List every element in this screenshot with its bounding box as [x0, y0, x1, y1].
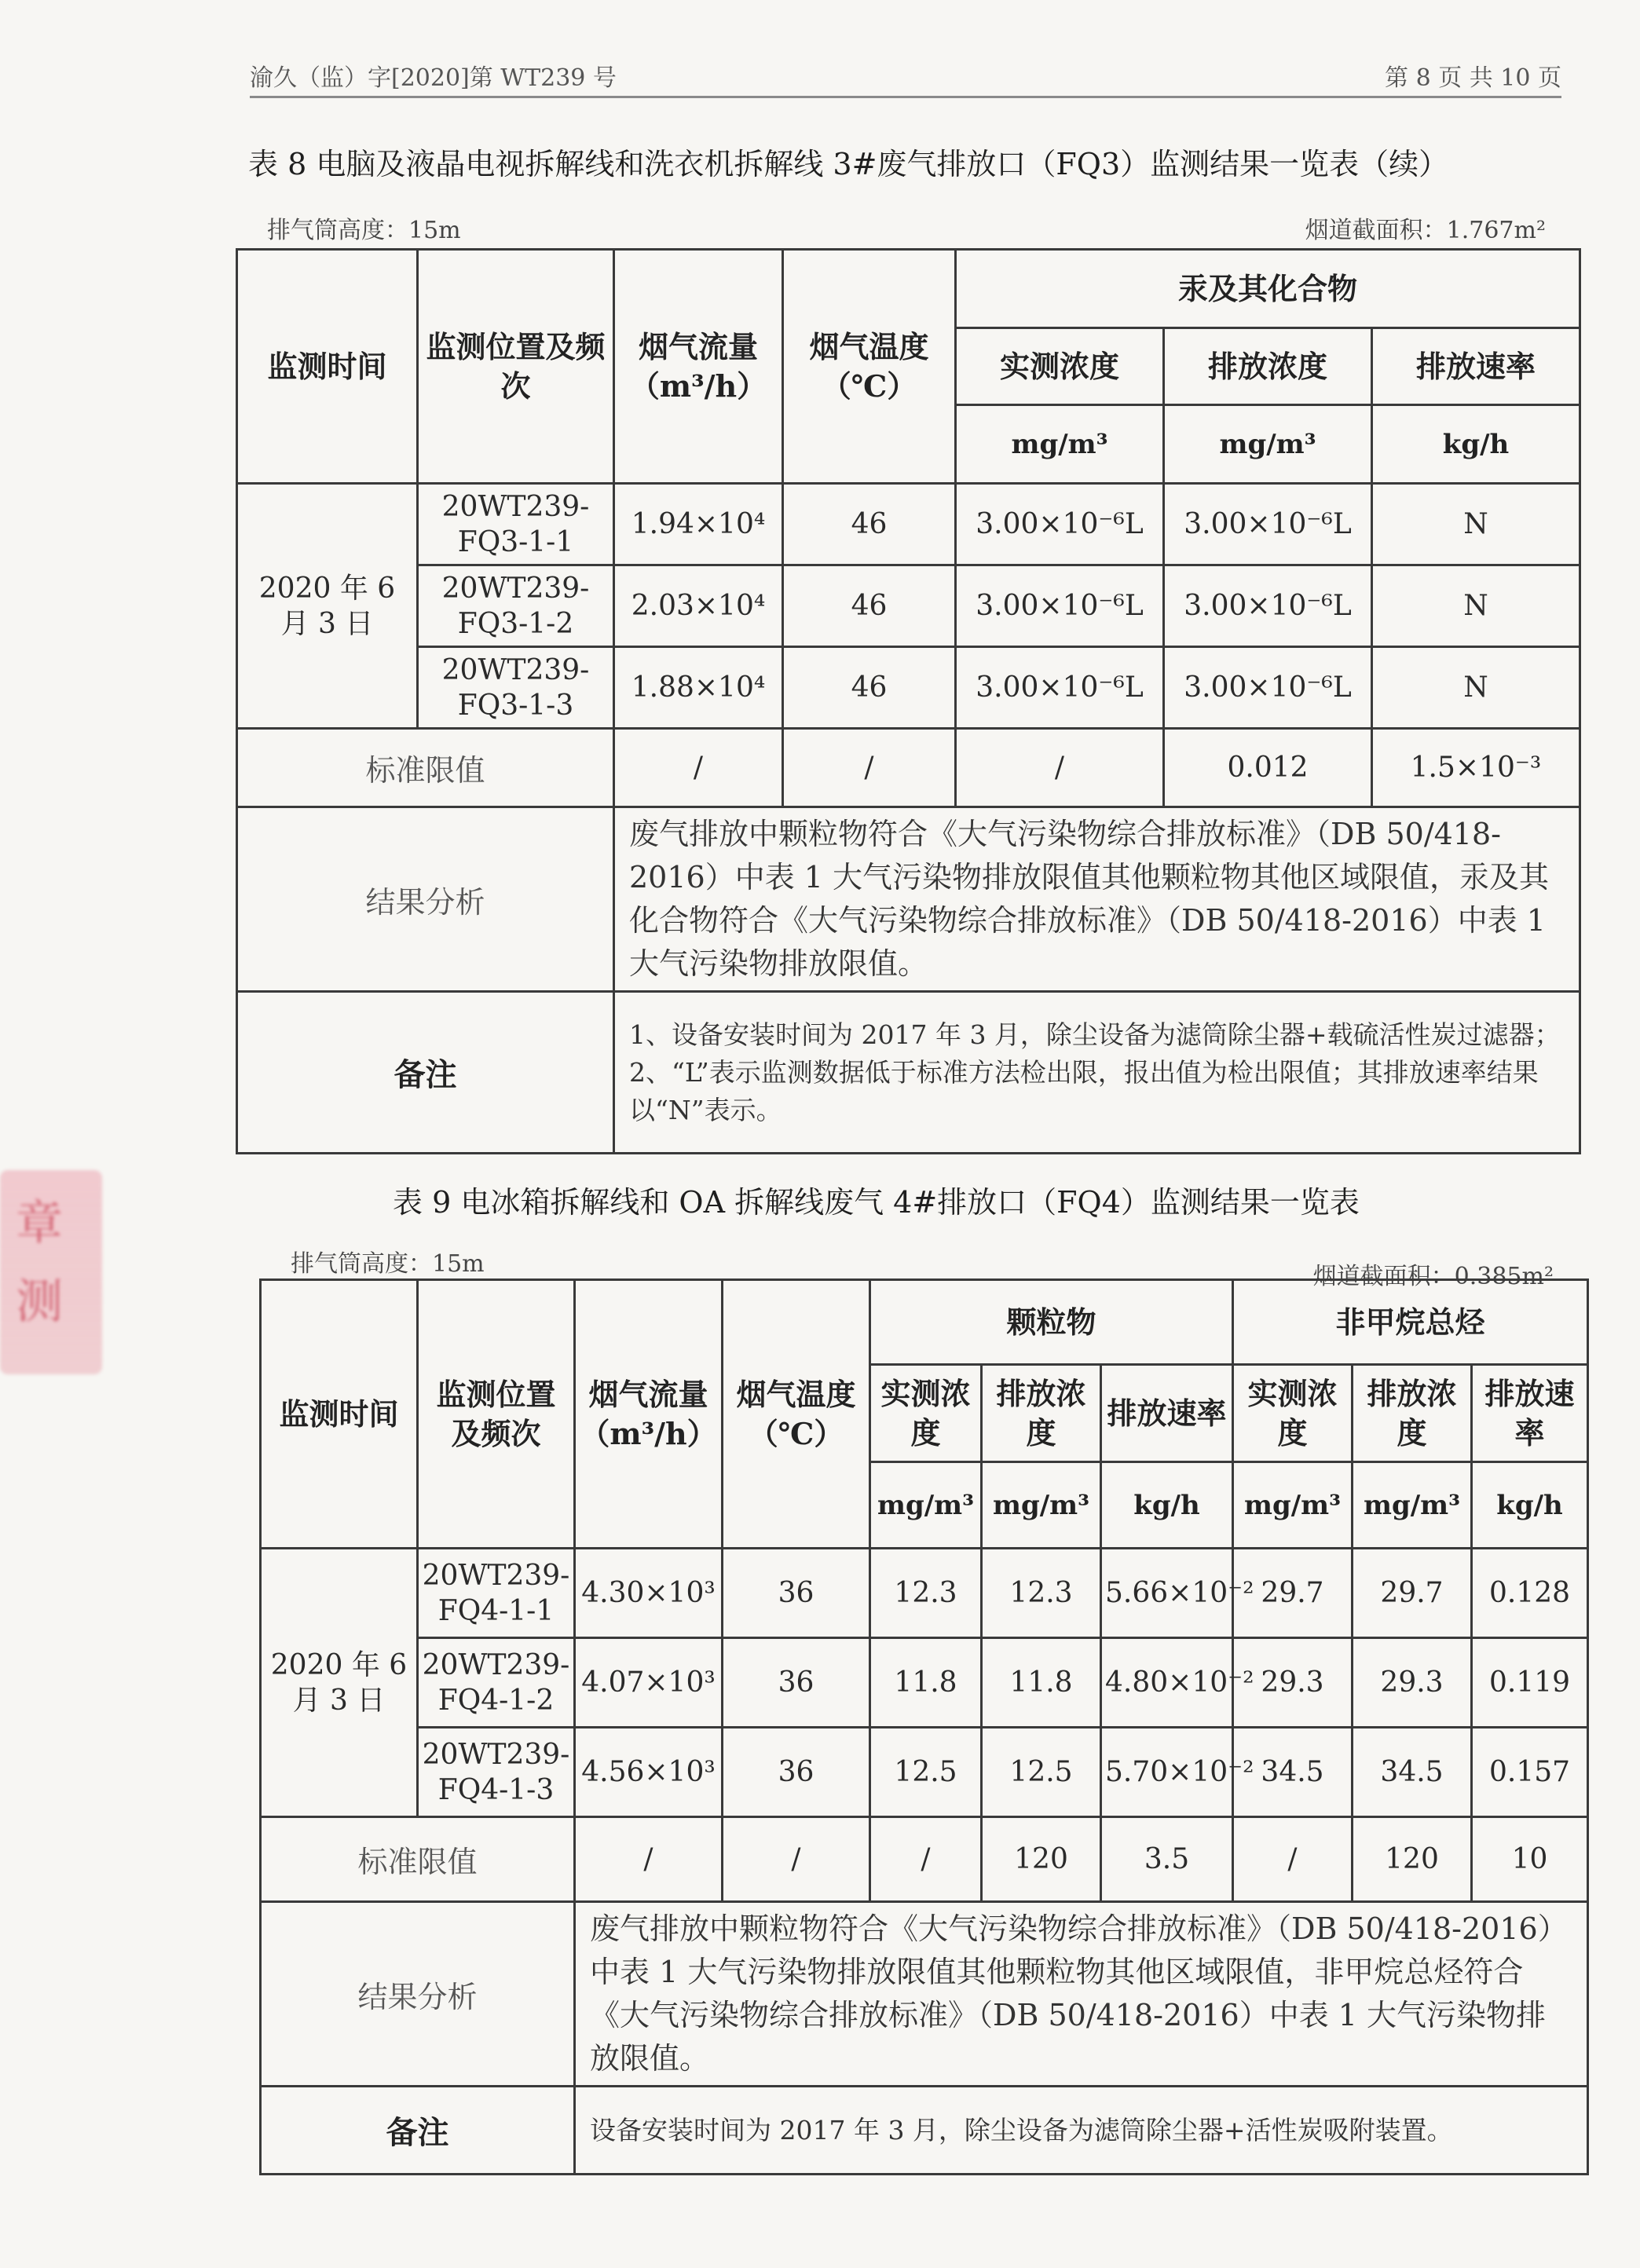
table8-row1-rate: N [1372, 484, 1580, 565]
table9-row3-location: 20WT239-FQ4-1-3 [418, 1728, 575, 1817]
table8-row1-emission: 3.00×10⁻⁶L [1164, 484, 1372, 565]
table9-row3-nm-emission: 34.5 [1353, 1728, 1472, 1817]
table9-row2-location: 20WT239-FQ4-1-2 [418, 1638, 575, 1728]
table9-header-time: 监测时间 [261, 1280, 418, 1549]
table9-limit-pm-measured: / [870, 1817, 982, 1902]
document-number: 渝久（监）字[2020]第 WT239 号 [250, 64, 617, 92]
table-row [261, 1638, 1588, 1728]
table9-pm-unit-measured: mg/m³ [870, 1462, 982, 1549]
table8-row2-measured: 3.00×10⁻⁶L [956, 565, 1164, 647]
table8-remark-2: 2、“L”表示监测数据低于标准方法检出限，报出值为检出限值；其排放速率结果以“N”表示。 [629, 1056, 1539, 1125]
table9-header-temp [723, 1280, 870, 1549]
table8-row1-measured: 3.00×10⁻⁶L [956, 484, 1164, 565]
table9-row3-pm-rate: 5.70×10⁻² [1101, 1728, 1233, 1817]
table9-nm-unit-emission: mg/m³ [1353, 1462, 1472, 1549]
table8-analysis-label: 结果分析 [237, 807, 614, 992]
table8-limit-emission: 0.012 [1164, 729, 1372, 807]
table8-row2-emission: 3.00×10⁻⁶L [1164, 565, 1372, 647]
table8-remark [614, 992, 1580, 1154]
table9-limit-nm-rate: 10 [1472, 1817, 1588, 1902]
table9-limit-nm-measured: / [1233, 1817, 1353, 1902]
table9-pm-unit-rate: kg/h [1101, 1462, 1233, 1549]
table8-row2-flow: 2.03×10⁴ [614, 565, 783, 647]
table9-limit-pm-emission: 120 [982, 1817, 1101, 1902]
table8-limit-flow: / [614, 729, 783, 807]
table8-row2-location: 20WT239-FQ3-1-2 [418, 565, 614, 647]
stamp-char-2: 测 [16, 1275, 63, 1330]
table9-remark-label: 备注 [261, 2087, 575, 2175]
table9-row3-nm-measured: 34.5 [1233, 1728, 1353, 1817]
table9-header-flow-unit: （m³/h） [580, 1415, 717, 1451]
table9-remark-text: 设备安装时间为 2017 年 3 月，除尘设备为滤筒除尘器+活性炭吸附装置。 [575, 2087, 1588, 2175]
table8-unit-rate: kg/h [1372, 405, 1580, 484]
table8-remark-label: 备注 [237, 992, 614, 1154]
table8-header-location-text: 监测位置及频次 [426, 329, 606, 404]
page-header [250, 55, 1561, 98]
table8-unit-emission: mg/m³ [1164, 405, 1372, 484]
table9-header-temp-unit: （℃） [748, 1415, 844, 1451]
table9-title: 表 9 电冰箱拆解线和 OA 拆解线废气 4#排放口（FQ4）监测结果一览表 [393, 1185, 1360, 1220]
table9-limit-temp: / [723, 1817, 870, 1902]
table8-flue-area: 烟道截面积：1.767m² [1305, 217, 1546, 244]
table9-row1-temp: 36 [723, 1549, 870, 1638]
table9-row1-location: 20WT239-FQ4-1-1 [418, 1549, 575, 1638]
table9-nm-sub-emission: 排放浓度 [1353, 1365, 1472, 1462]
table9-header-flow [575, 1280, 723, 1549]
table9-row2-nm-measured: 29.3 [1233, 1638, 1353, 1728]
table8-header-temp-unit: （℃） [821, 368, 917, 404]
table9-row2-pm-measured: 11.8 [870, 1638, 982, 1728]
table9-analysis-label: 结果分析 [261, 1902, 575, 2087]
table8-row3-emission: 3.00×10⁻⁶L [1164, 647, 1372, 729]
table9-limit-pm-rate: 3.5 [1101, 1817, 1233, 1902]
table8-sub-rate: 排放速率 [1372, 328, 1580, 405]
table8-row3-flow: 1.88×10⁴ [614, 647, 783, 729]
table9-limit-nm-emission: 120 [1353, 1817, 1472, 1902]
table8-header-flow-unit: （m³/h） [629, 368, 767, 404]
table9-row3-temp: 36 [723, 1728, 870, 1817]
table8-stack-height: 排气筒高度：15m [267, 217, 461, 244]
table-row [237, 647, 1580, 729]
table9-row1-nm-measured: 29.7 [1233, 1549, 1353, 1638]
table9-row2-flow: 4.07×10³ [575, 1638, 723, 1728]
table9-row1-pm-emission: 12.3 [982, 1549, 1101, 1638]
table9-row3-pm-emission: 12.5 [982, 1728, 1101, 1817]
table8-limit-temp: / [783, 729, 956, 807]
page-number: 第 8 页 共 10 页 [1385, 64, 1561, 92]
table9-row1-flow: 4.30×10³ [575, 1549, 723, 1638]
table9-row1-nm-emission: 29.7 [1353, 1549, 1472, 1638]
table8-title: 表 8 电脑及液晶电视拆解线和洗衣机拆解线 3#废气排放口（FQ3）监测结果一览表（续） [248, 147, 1449, 181]
table9-row2-pm-rate: 4.80×10⁻² [1101, 1638, 1233, 1728]
table9-limit-label: 标准限值 [261, 1817, 575, 1902]
table9-header-location [418, 1280, 575, 1549]
table8-limit-rate: 1.5×10⁻³ [1372, 729, 1580, 807]
table8-row1-flow: 1.94×10⁴ [614, 484, 783, 565]
table8-limit-measured: / [956, 729, 1164, 807]
table8-header-location [418, 250, 614, 484]
table8-header-mercury: 汞及其化合物 [956, 250, 1580, 328]
table8-header-temp [783, 250, 956, 484]
table8-row2-temp: 46 [783, 565, 956, 647]
table9-row3-flow: 4.56×10³ [575, 1728, 723, 1817]
stamp-char-1: 章 [16, 1196, 63, 1251]
table9-nm-unit-rate: kg/h [1472, 1462, 1588, 1549]
table9 [259, 1278, 1589, 2175]
table9-date: 2020 年 6 月 3 日 [261, 1549, 418, 1817]
table-row [237, 565, 1580, 647]
table9-pm-sub-measured: 实测浓度 [870, 1365, 982, 1462]
table-row [261, 1549, 1588, 1638]
table9-limit-flow: / [575, 1817, 723, 1902]
table9-row1-pm-measured: 12.3 [870, 1549, 982, 1638]
table9-row3-nm-rate: 0.157 [1472, 1728, 1588, 1817]
table9-header-location-text: 监测位置及频次 [436, 1377, 556, 1451]
table9-row1-nm-rate: 0.128 [1472, 1549, 1588, 1638]
table9-header-nmhc: 非甲烷总烃 [1233, 1280, 1588, 1365]
table9-row2-temp: 36 [723, 1638, 870, 1728]
table9-row2-nm-emission: 29.3 [1353, 1638, 1472, 1728]
table9-row2-pm-emission: 11.8 [982, 1638, 1101, 1728]
table9-nm-unit-measured: mg/m³ [1233, 1462, 1353, 1549]
table8-row3-location: 20WT239-FQ3-1-3 [418, 647, 614, 729]
table8-header-flow-text: 烟气流量 [638, 329, 758, 365]
table9-analysis-text: 废气排放中颗粒物符合《大气污染物综合排放标准》（DB 50/418-2016）中表 1 大气污染物排放限值其他颗粒物其他区域限值，非甲烷总烃符合《大气污染物综合排放标准》（DB 50/418-2016）中表 1 大气污染物排放限值。 [575, 1902, 1588, 2087]
table9-nm-sub-measured: 实测浓度 [1233, 1365, 1353, 1462]
table9-pm-sub-emission: 排放浓度 [982, 1365, 1101, 1462]
table8-limit-label: 标准限值 [237, 729, 614, 807]
table9-nm-sub-rate: 排放速率 [1472, 1365, 1588, 1462]
table8-sub-measured: 实测浓度 [956, 328, 1164, 405]
table8-remark-1: 1、设备安装时间为 2017 年 3 月，除尘设备为滤筒除尘器+载硫活性炭过滤器； [629, 1019, 1561, 1051]
table8-row3-measured: 3.00×10⁻⁶L [956, 647, 1164, 729]
table-row [237, 484, 1580, 565]
table8-sub-emission: 排放浓度 [1164, 328, 1372, 405]
table8-row1-temp: 46 [783, 484, 956, 565]
table8-unit-measured: mg/m³ [956, 405, 1164, 484]
table8-row3-temp: 46 [783, 647, 956, 729]
table8-date: 2020 年 6 月 3 日 [237, 484, 418, 729]
table9-flue-area: 烟道截面积：0.385m² [1312, 1263, 1554, 1290]
table9-row3-pm-measured: 12.5 [870, 1728, 982, 1817]
table8-row1-location: 20WT239-FQ3-1-1 [418, 484, 614, 565]
seal-stamp [0, 1170, 102, 1374]
table8-header-flow [614, 250, 783, 484]
table8 [236, 248, 1581, 1154]
table9-stack-height: 排气筒高度：15m [291, 1250, 485, 1278]
table9-header-pm: 颗粒物 [870, 1280, 1233, 1365]
table-row [261, 1728, 1588, 1817]
table8-analysis-text: 废气排放中颗粒物符合《大气污染物综合排放标准》（DB 50/418-2016）中表 1 大气污染物排放限值其他颗粒物其他区域限值，汞及其化合物符合《大气污染物综合排放标准》（DB 50/418-2016）中表 1 大气污染物排放限值。 [614, 807, 1580, 992]
table9-header-temp-text: 烟气温度 [736, 1377, 856, 1413]
table8-header-time: 监测时间 [237, 250, 418, 484]
table8-row2-rate: N [1372, 565, 1580, 647]
table9-pm-sub-rate: 排放速率 [1101, 1365, 1233, 1462]
table9-row2-nm-rate: 0.119 [1472, 1638, 1588, 1728]
table8-row3-rate: N [1372, 647, 1580, 729]
table9-pm-unit-emission: mg/m³ [982, 1462, 1101, 1549]
table9-header-flow-text: 烟气流量 [588, 1377, 708, 1413]
table8-header-temp-text: 烟气温度 [809, 329, 929, 365]
table9-row1-pm-rate: 5.66×10⁻² [1101, 1549, 1233, 1638]
